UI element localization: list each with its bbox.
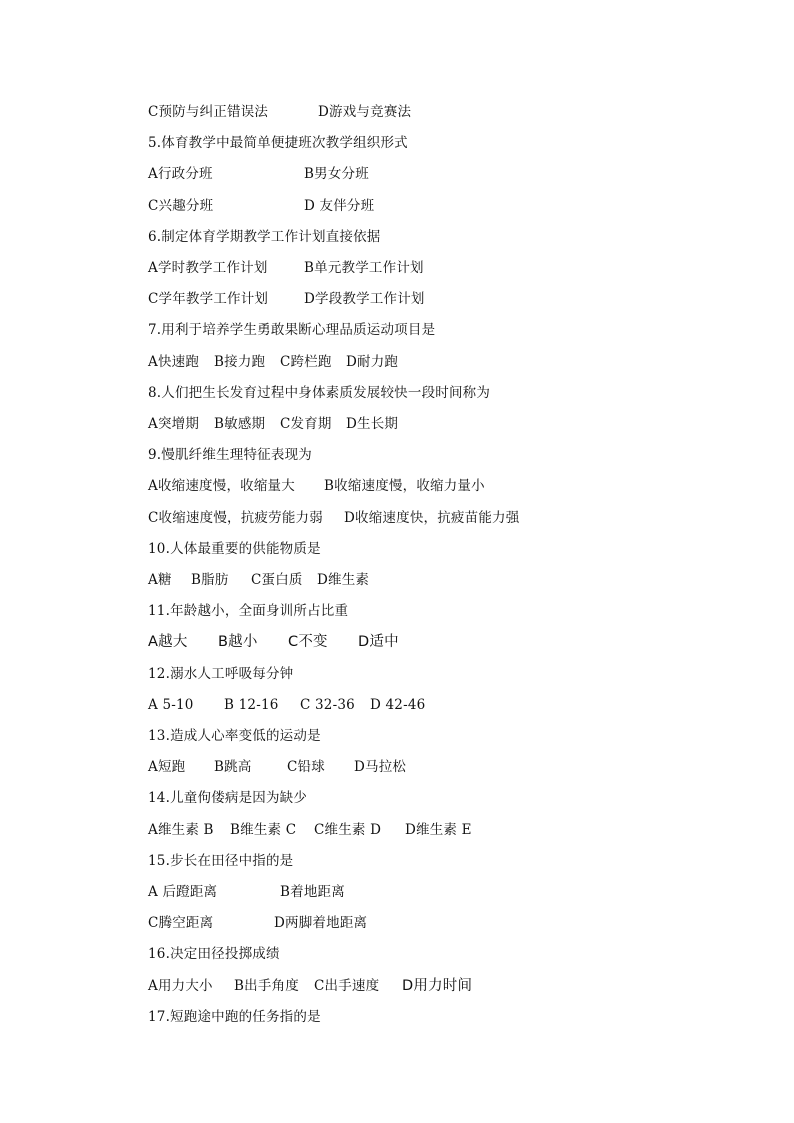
option-a: A 5-10 xyxy=(148,697,194,713)
option-a: A糖 xyxy=(148,572,172,588)
option-b: B着地距离 xyxy=(280,884,345,900)
option-d: D生长期 xyxy=(346,416,399,432)
option-a: A行政分班 xyxy=(148,166,213,182)
options-line xyxy=(148,569,370,591)
question-text: 12.溺水人工呼吸每分钟 xyxy=(148,666,294,682)
option-b: B跳高 xyxy=(214,759,252,775)
question-text: 13.造成人心率变低的运动是 xyxy=(148,728,321,744)
option-c: C预防与纠正错误法 xyxy=(148,104,269,120)
question-text: 5.体育教学中最简单便捷班次教学组织形式 xyxy=(148,135,408,151)
option-b: B敏感期 xyxy=(214,416,266,432)
option-b: B越小 xyxy=(218,634,258,650)
question-17 xyxy=(148,1006,321,1028)
option-c: C维生素 D xyxy=(314,822,382,838)
option-d: D维生素 xyxy=(317,572,370,588)
options-line xyxy=(148,288,425,310)
question-text: 15.步长在田径中指的是 xyxy=(148,853,294,869)
question-text: 10.人体最重要的供能物质是 xyxy=(148,541,321,557)
options-line xyxy=(148,163,369,185)
question-text: 9.慢肌纤维生理特征表现为 xyxy=(148,447,312,463)
question-10 xyxy=(148,538,321,560)
option-b: B 12-16 xyxy=(224,697,279,713)
options-line xyxy=(148,756,407,778)
option-d: D耐力跑 xyxy=(346,354,399,370)
option-a: A维生素 B xyxy=(148,822,214,838)
option-d: D两脚着地距离 xyxy=(274,915,368,931)
option-a: A短跑 xyxy=(148,759,186,775)
option-a: A越大 xyxy=(148,634,188,650)
option-c: C跨栏跑 xyxy=(280,354,332,370)
question-7 xyxy=(148,319,436,341)
option-b: B脂肪 xyxy=(191,572,229,588)
question-16 xyxy=(148,943,280,965)
option-d: D马拉松 xyxy=(354,759,407,775)
question-14 xyxy=(148,787,308,809)
options-line xyxy=(148,195,375,217)
options-line xyxy=(148,819,472,841)
option-d: D维生素 E xyxy=(405,822,472,838)
option-d: D适中 xyxy=(358,634,399,650)
option-b: B单元教学工作计划 xyxy=(304,260,424,276)
question-5 xyxy=(148,132,408,154)
option-d: D收缩速度快，抗疲苗能力强 xyxy=(344,510,520,526)
options-line xyxy=(148,257,424,279)
question-text: 16.决定田径投掷成绩 xyxy=(148,946,280,962)
option-a: A突增期 xyxy=(148,416,200,432)
option-a: A 后蹬距离 xyxy=(148,884,218,900)
option-c: C学年教学工作计划 xyxy=(148,291,269,307)
options-line xyxy=(148,507,520,529)
option-b: B男女分班 xyxy=(304,166,369,182)
question-text: 14.儿童佝偻病是因为缺少 xyxy=(148,790,308,806)
question-text: 11.年龄越小，全面身训所占比重 xyxy=(148,603,349,619)
options-line xyxy=(148,881,345,903)
question-text: 6.制定体育学期教学工作计划直接依据 xyxy=(148,229,381,245)
option-b: B维生素 C xyxy=(230,822,297,838)
option-d: D 友伴分班 xyxy=(304,198,375,214)
option-c: C兴趣分班 xyxy=(148,198,214,214)
option-c: C腾空距离 xyxy=(148,915,214,931)
option-c: C收缩速度慢，抗疲劳能力弱 xyxy=(148,510,323,526)
question-9 xyxy=(148,444,312,466)
options-line xyxy=(148,351,399,373)
option-a: A用力大小 xyxy=(148,978,213,994)
option-c: C出手速度 xyxy=(314,978,380,994)
question-text: 17.短跑途中跑的任务指的是 xyxy=(148,1009,321,1025)
question-8 xyxy=(148,382,491,404)
option-d: D 42-46 xyxy=(370,697,426,713)
options-line xyxy=(148,694,426,716)
options-line xyxy=(148,413,399,435)
options-line xyxy=(148,475,485,497)
option-c: C发育期 xyxy=(280,416,332,432)
option-d: D学段教学工作计划 xyxy=(304,291,425,307)
question-15 xyxy=(148,850,294,872)
option-b: B收缩速度慢，收缩力量小 xyxy=(324,478,485,494)
question-text: 7.用利于培养学生勇敢果断心理品质运动项目是 xyxy=(148,322,436,338)
options-line xyxy=(148,975,473,997)
option-c: C 32-36 xyxy=(300,697,355,713)
question-6 xyxy=(148,226,381,248)
option-a: A学时教学工作计划 xyxy=(148,260,268,276)
option-c: C不变 xyxy=(288,634,328,650)
option-d: D游戏与竞赛法 xyxy=(318,104,412,120)
question-11 xyxy=(148,600,349,622)
option-a: A收缩速度慢，收缩量大 xyxy=(148,478,295,494)
options-line xyxy=(148,101,412,123)
options-line xyxy=(148,912,368,934)
options-line xyxy=(148,631,399,653)
option-b: B接力跑 xyxy=(214,354,266,370)
option-a: A快速跑 xyxy=(148,354,200,370)
option-b: B出手角度 xyxy=(234,978,299,994)
option-d: D用力时间 xyxy=(402,978,473,994)
option-c: C蛋白质 xyxy=(251,572,303,588)
question-13 xyxy=(148,725,321,747)
option-c: C铅球 xyxy=(287,759,325,775)
question-text: 8.人们把生长发育过程中身体素质发展较快一段时间称为 xyxy=(148,385,491,401)
question-12 xyxy=(148,663,294,685)
